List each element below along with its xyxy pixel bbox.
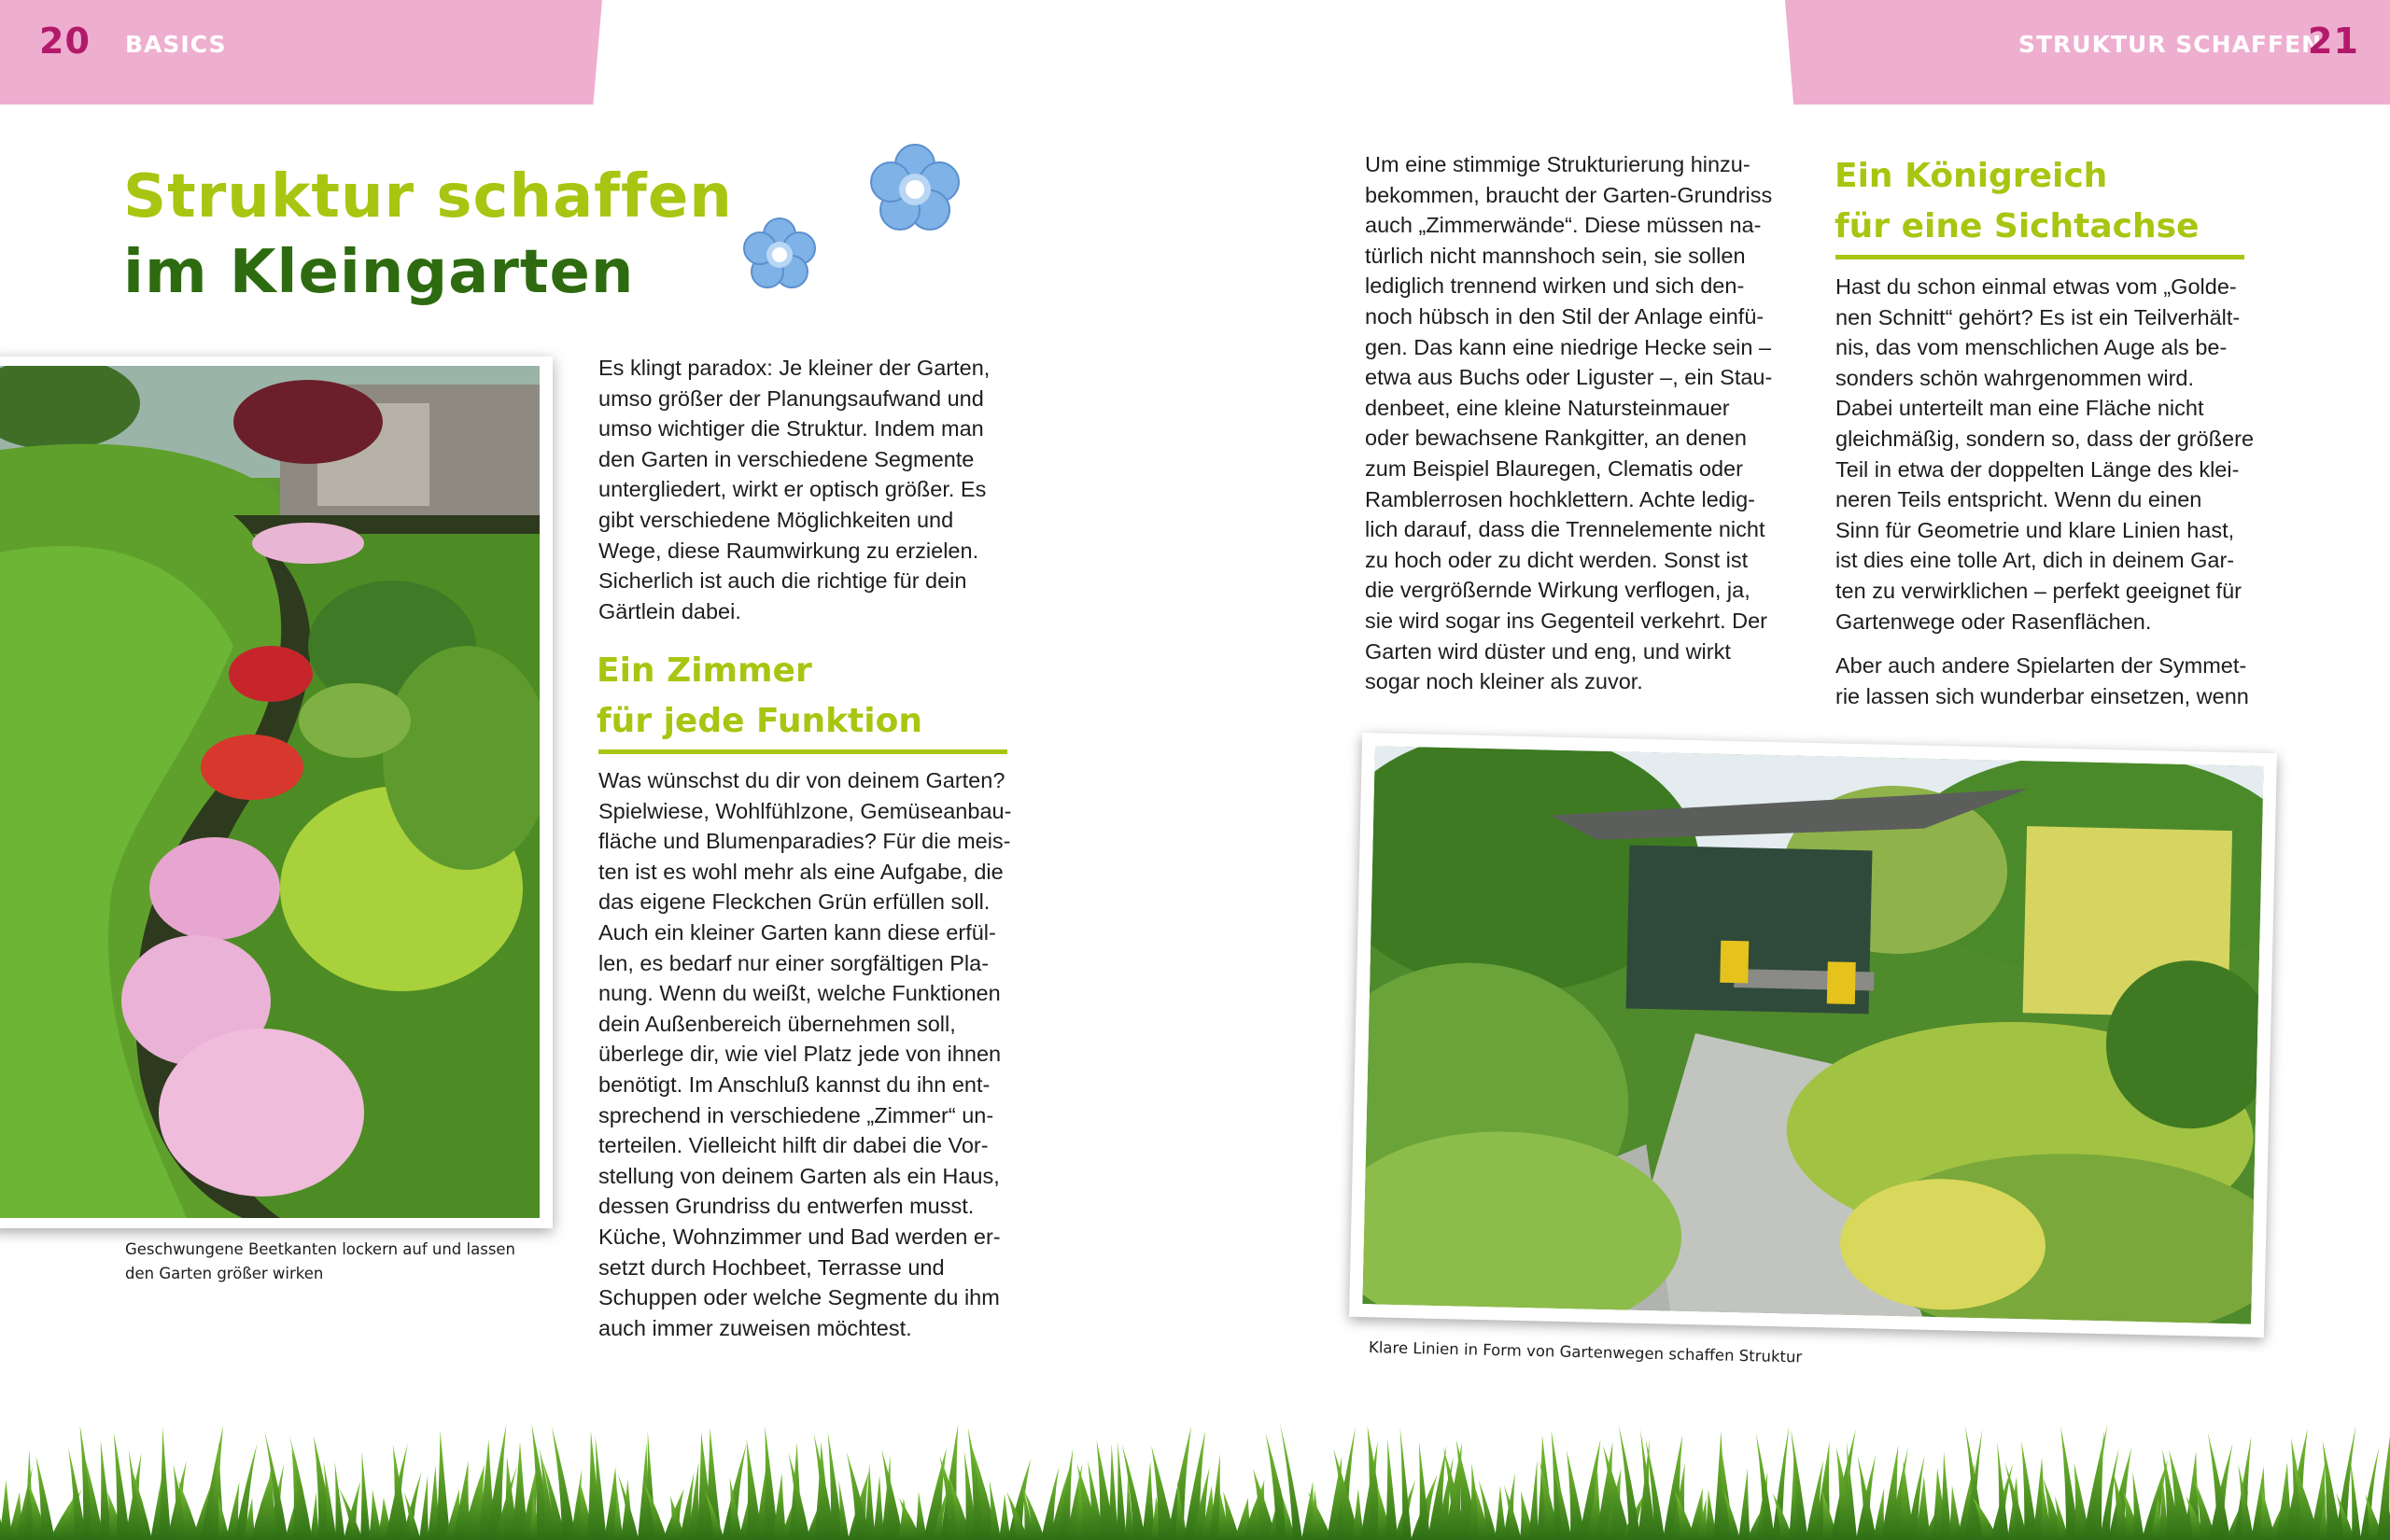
section1-paragraph — [598, 765, 1012, 1343]
text-line: oder bewachsene Rankgitter, an denen — [1365, 426, 1747, 451]
text-line: nis, das vom menschlichen Auge als be- — [1835, 335, 2228, 360]
flower-large-icon — [871, 145, 959, 230]
grass-blade — [1385, 1438, 1398, 1540]
text-line: türlich nicht mannshoch sein, sie sollen — [1365, 243, 1746, 268]
grass-blade — [990, 1479, 1002, 1540]
grass-blade — [865, 1463, 876, 1540]
text-line: noch hübsch in den Stil der Anlage einfü- — [1365, 303, 1764, 329]
text-line: ten ist es wohl mehr als eine Aufgabe, die — [598, 859, 1004, 884]
left-photo-caption-line1: Geschwungene Beetkanten lockern auf und lassen — [125, 1240, 516, 1258]
page-title-line2: im Kleingarten — [123, 238, 635, 307]
text-line: gen. Das kann eine niedrige Hecke sein – — [1365, 334, 1772, 359]
text-line: den Garten in verschiedene Segmente — [598, 446, 975, 471]
flower-small-icon — [744, 218, 815, 287]
grass-border-decoration — [0, 1423, 2390, 1540]
text-line: dein Außenbereich übernehmen soll, — [598, 1011, 956, 1036]
text-line: Gärtlein dabei. — [598, 598, 741, 623]
grass-blade — [1122, 1444, 1146, 1540]
section1-heading-rule — [598, 749, 1007, 754]
grass-blade — [335, 1462, 345, 1540]
text-line: sonders schön wahrgenommen wird. — [1835, 365, 2195, 390]
text-line: gibt verschiedene Möglichkeiten und — [598, 507, 954, 532]
grass-blade — [1738, 1468, 1750, 1540]
grass-blade — [159, 1427, 171, 1540]
text-line: auch immer zuweisen möchtest. — [598, 1315, 912, 1340]
text-line: Dabei unterteilt man eine Fläche nicht — [1835, 396, 2204, 421]
text-line: sie wird sogar ins Gegenteil verkehrt. Der — [1365, 608, 1768, 633]
text-line: untergliedert, wirkt er optisch größer. Es — [598, 477, 987, 502]
section1-heading-line2: für jede Funktion — [597, 702, 922, 740]
grass-blade — [838, 1480, 849, 1540]
text-line: die vergrößernde Wirkung verflogen, ja, — [1365, 578, 1750, 603]
text-line: etwa aus Buchs oder Liguster –, ein Stau- — [1365, 365, 1773, 390]
text-line: ist dies eine tolle Art, dich in deinem Gar- — [1835, 548, 2235, 573]
grass-blade — [2351, 1460, 2361, 1540]
text-line: Auch ein kleiner Garten kann diese erfül- — [598, 919, 996, 945]
text-line: Um eine stimmige Strukturierung hinzu- — [1365, 152, 1750, 176]
text-line: das eigene Fleckchen Grün erfüllen soll. — [598, 889, 991, 915]
grass-blade — [999, 1493, 1011, 1540]
text-line: Ramblerrosen hochklettern. Achte ledig- — [1365, 486, 1755, 511]
section1-heading-line1: Ein Zimmer — [597, 651, 812, 690]
text-line: Hast du schon einmal etwas vom „Golde- — [1835, 274, 2237, 299]
text-line: denbeet, eine kleine Natursteinmauer — [1365, 395, 1730, 420]
text-line: lediglich trennend wirken und sich den- — [1365, 273, 1745, 299]
grass-blade — [1419, 1441, 1430, 1540]
section2-paragraph2 — [1835, 651, 2256, 711]
text-line: len, es bedarf nur einer sorgfältigen Pla- — [598, 950, 990, 975]
text-line: Sicherlich ist auch die richtige für dein — [598, 568, 967, 594]
text-line: Wege, diese Raumwirkung zu erzielen. — [598, 538, 979, 563]
grass-blade — [1847, 1442, 1857, 1540]
section2-heading-line2: für eine Sichtachse — [1835, 207, 2200, 245]
text-line: rie lassen sich wunderbar einsetzen, wenn — [1835, 683, 2249, 708]
text-line: Schuppen oder welche Segmente du ihm — [598, 1285, 1000, 1310]
text-line: zum Beispiel Blauregen, Clematis oder — [1365, 455, 1743, 481]
grass-blade — [310, 1491, 319, 1540]
grass-blade — [1108, 1444, 1118, 1540]
text-line: neren Teils entspricht. Wenn du einen — [1835, 487, 2202, 512]
page-number-left: 20 — [39, 21, 91, 62]
text-line: auch „Zimmerwände“. Diese müssen na- — [1365, 213, 1762, 238]
left-garden-photo — [0, 366, 540, 1218]
text-line: Teil in etwa der doppelten Länge des klei- — [1835, 456, 2240, 482]
text-line: umso größer der Planungsaufwand und — [598, 385, 984, 411]
flower-icons — [728, 138, 971, 306]
grass-blade — [2091, 1430, 2104, 1540]
text-line: benötigt. Im Anschluß kannst du ihn ent- — [598, 1071, 991, 1097]
text-line: Sinn für Geometrie und klare Linien hast, — [1835, 517, 2235, 542]
right-photo-caption: Klare Linien in Form von Gartenwegen schaffen Struktur — [1368, 1338, 1803, 1366]
right-column1-paragraph — [1365, 149, 1776, 697]
grass-blade — [419, 1476, 429, 1540]
text-line: sprechend in verschiedene „Zimmer“ un- — [598, 1102, 994, 1127]
right-garden-photo — [1362, 746, 2263, 1323]
right-photo-group — [1349, 733, 2277, 1337]
text-line: nen Schnitt“ gehört? Es ist ein Teilverhält- — [1835, 304, 2241, 329]
text-line: fläche und Blumenparadies? Für die meis- — [598, 829, 1011, 854]
left-photo-caption-line2: den Garten größer wirken — [125, 1265, 324, 1282]
text-line: stellung von deinem Garten als ein Haus, — [598, 1163, 1000, 1188]
section2-heading-rule — [1835, 255, 2244, 259]
text-line: nung. Wenn du weißt, welche Funktionen — [598, 981, 1001, 1006]
grass-blade — [1528, 1460, 1539, 1540]
grass-blade — [436, 1431, 450, 1540]
text-line: terteilen. Vielleicht hilft dir dabei die Vor- — [598, 1133, 989, 1158]
text-line: dessen Grundriss du entwerfen musst. — [598, 1194, 975, 1219]
text-line: Was wünschst du dir von deinem Garten? — [598, 768, 1005, 792]
text-line: bekommen, braucht der Garten-Grundriss — [1365, 182, 1773, 207]
text-line: umso wichtiger die Struktur. Indem man — [598, 416, 984, 441]
text-line: Aber auch andere Spielarten der Symmet- — [1835, 653, 2247, 678]
text-line: Küche, Wohnzimmer und Bad werden er- — [598, 1224, 1001, 1249]
grass-blade — [596, 1436, 607, 1540]
intro-paragraph — [598, 353, 1009, 626]
text-line: lich darauf, dass die Trennelemente nicht — [1365, 517, 1765, 542]
text-line: Garten wird düster und eng, und wirkt — [1365, 638, 1731, 664]
text-line: gleichmäßig, sondern so, dass der größere — [1835, 426, 2255, 451]
text-line: Spielwiese, Wohlfühlzone, Gemüseanbau- — [598, 798, 1012, 823]
page-title-line1: Struktur schaffen — [123, 162, 733, 231]
text-line: Gartenwege oder Rasenflächen. — [1835, 609, 2152, 634]
text-line: Es klingt paradox: Je kleiner der Garten, — [598, 356, 991, 380]
running-head-right: STRUKTUR SCHAFFEN — [2018, 31, 2323, 58]
text-line: zu hoch oder zu dicht werden. Sonst ist — [1365, 547, 1749, 572]
section2-paragraph — [1835, 272, 2256, 637]
text-line: ten zu verwirklichen – perfekt geeignet für — [1835, 578, 2242, 603]
grass-blade — [360, 1451, 371, 1540]
page-number-right: 21 — [2308, 21, 2359, 62]
text-line: sogar noch kleiner als zuvor. — [1365, 669, 1643, 694]
running-head-left: BASICS — [125, 31, 227, 58]
section2-heading-line1: Ein Königreich — [1835, 157, 2108, 195]
grass-blade — [2132, 1472, 2144, 1540]
text-line: setzt durch Hochbeet, Terrasse und — [598, 1254, 945, 1280]
text-line: überlege dir, wie viel Platz jede von ihnen — [598, 1042, 1002, 1067]
grass-blade — [2208, 1433, 2230, 1540]
